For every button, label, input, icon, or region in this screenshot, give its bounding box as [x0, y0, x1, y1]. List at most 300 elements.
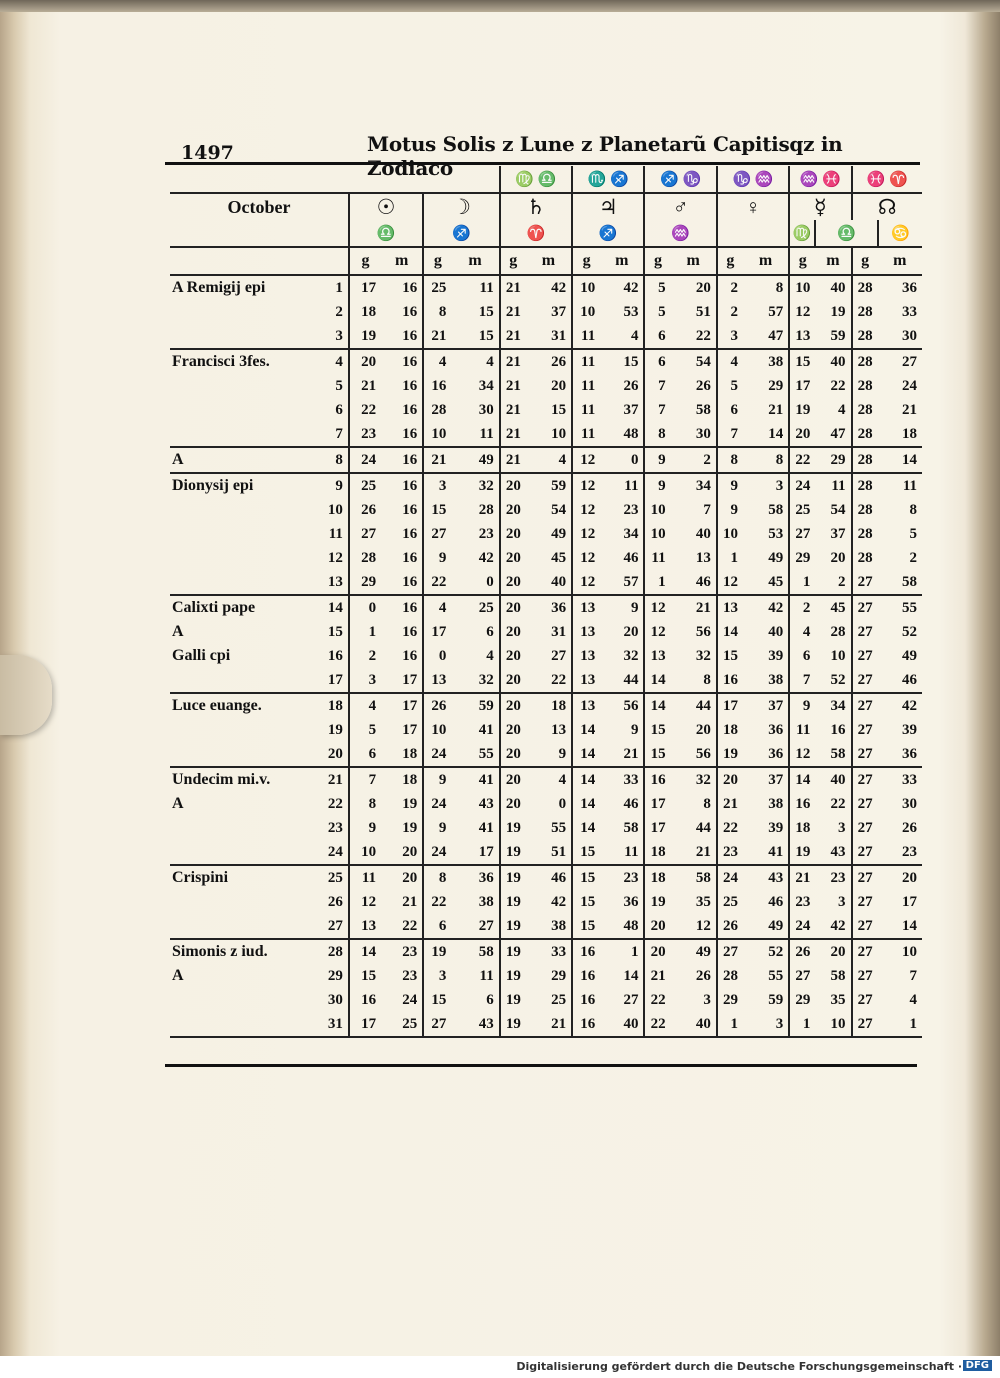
table-cell: 58 [878, 570, 922, 595]
table-cell: 7 [717, 422, 743, 447]
table-cell: 53 [768, 525, 784, 542]
table-cell: 35 [695, 893, 711, 910]
table-cell: 49 [768, 549, 784, 566]
table-cell: 27 [451, 914, 499, 939]
sign-symbol-icon: ♋ [878, 220, 922, 247]
table-cell: 28 [852, 300, 878, 324]
table-cell: 28 [478, 501, 494, 518]
table-cell: 17 [644, 816, 670, 840]
table-cell: 43 [768, 869, 784, 886]
table-row [170, 816, 922, 840]
table-cell: 10 [815, 1012, 851, 1037]
table-cell: 16 [402, 401, 418, 418]
table-cell: 17 [644, 792, 670, 816]
table-cell: 27 [852, 668, 878, 693]
unit-label: m [451, 247, 499, 275]
table-cell: 9 [349, 816, 381, 840]
table-cell: 21 [500, 422, 526, 447]
table-cell: 19 [500, 914, 526, 939]
table-cell: 25 [478, 599, 494, 616]
table-cell: 27 [551, 647, 567, 664]
table-cell: 27 [852, 595, 878, 620]
table-cell: 26 [695, 967, 711, 984]
feast-label: Calixti pape [172, 599, 256, 616]
unit-label: g [717, 247, 743, 275]
table-cell: 24 [349, 447, 381, 473]
table-cell: 19 [500, 939, 526, 964]
table-cell: 20 [623, 623, 639, 640]
table-cell: 21 [500, 447, 526, 473]
table-cell: 12 [789, 742, 815, 767]
table-cell: 27 [423, 522, 451, 546]
table-cell: 44 [695, 697, 711, 714]
table-cell: 57 [600, 570, 644, 595]
table-cell: 14 [572, 816, 600, 840]
table-cell: 39 [768, 647, 784, 664]
table-cell: 23 [717, 840, 743, 865]
table-cell: 46 [623, 795, 639, 812]
feast-label: Galli cpi [172, 647, 231, 664]
day-number: 27 [321, 914, 349, 939]
table-cell: 47 [743, 324, 789, 349]
table-cell: 40 [671, 1012, 717, 1037]
feast-label [170, 300, 321, 324]
table-cell: 9 [630, 721, 639, 738]
table-row [170, 1012, 922, 1037]
table-cell: 3 [838, 893, 846, 910]
table-cell: 58 [815, 742, 851, 767]
table-cell: 11 [789, 718, 815, 742]
table-cell: 41 [478, 771, 494, 788]
table-cell: 32 [623, 647, 639, 664]
feast-label [170, 522, 321, 546]
table-cell: 37 [551, 303, 567, 320]
table-cell: 23 [830, 869, 846, 886]
table-cell: 25 [349, 473, 381, 498]
table-cell: 59 [478, 697, 494, 714]
table-cell: 46 [768, 893, 784, 910]
table-cell: 32 [695, 647, 711, 664]
table-cell: 42 [551, 893, 567, 910]
table-cell: 7 [789, 668, 815, 693]
table-cell: 10 [526, 422, 572, 447]
table-cell: 34 [478, 377, 494, 394]
table-cell: 7 [703, 501, 711, 518]
table-cell: 27 [852, 742, 878, 767]
table-cell: 6 [486, 623, 494, 640]
table-cell: 27 [852, 816, 878, 840]
table-cell: 18 [349, 300, 381, 324]
table-cell: 43 [815, 840, 851, 865]
table-cell: 0 [558, 795, 567, 812]
table-cell: 18 [381, 742, 423, 767]
table-cell: 21 [500, 300, 526, 324]
table-cell: 16 [381, 570, 423, 595]
day-number: 17 [321, 668, 349, 693]
table-cell: 1 [717, 546, 743, 570]
table-cell: 20 [500, 742, 526, 767]
table-cell: 19 [402, 819, 418, 836]
table-cell: 29 [768, 377, 784, 394]
table-cell: 28 [852, 522, 878, 546]
feast-label [170, 840, 321, 865]
table-cell: 58 [768, 501, 784, 518]
table-cell: 7 [644, 398, 670, 422]
table-cell: 48 [600, 422, 644, 447]
sign-symbol-icon: ♍ [789, 220, 815, 247]
day-number: 22 [327, 795, 343, 812]
table-row [170, 988, 922, 1012]
table-cell: 11 [572, 374, 600, 398]
page-year: 1497 [181, 142, 234, 164]
table-cell: 6 [644, 349, 670, 374]
unit-label: g [349, 247, 381, 275]
table-cell: 28 [852, 473, 878, 498]
table-cell: 36 [743, 742, 789, 767]
table-cell: 29 [349, 570, 381, 595]
table-cell: 19 [500, 1012, 526, 1037]
table-cell: 38 [526, 914, 572, 939]
table-cell: 46 [671, 570, 717, 595]
table-cell: 20 [551, 377, 567, 394]
table-cell: 9 [423, 767, 451, 792]
table-cell: 26 [623, 377, 639, 394]
feast-label: A [172, 623, 184, 640]
table-cell: 34 [830, 697, 846, 714]
table-cell: 1 [789, 570, 815, 595]
table-cell: 46 [551, 869, 567, 886]
table-cell: 6 [644, 324, 670, 349]
table-cell: 16 [402, 353, 418, 370]
table-cell: 42 [623, 279, 639, 296]
table-cell: 13 [644, 644, 670, 668]
table-cell: 8 [423, 865, 451, 890]
table-cell: 36 [902, 279, 917, 296]
table-cell: 42 [815, 914, 851, 939]
table-cell: 39 [768, 819, 784, 836]
table-cell: 20 [500, 693, 526, 718]
table-cell: 36 [878, 742, 922, 767]
table-cell: 58 [695, 869, 711, 886]
header-row-signs [170, 220, 922, 247]
table-cell: 54 [695, 353, 711, 370]
day-number: 26 [327, 893, 343, 910]
top-sign-pair: ♏ ♐ [572, 166, 644, 193]
table-cell: 19 [500, 890, 526, 914]
table-row [170, 620, 922, 644]
unit-label: g [423, 247, 451, 275]
day-number: 15 [327, 623, 343, 640]
table-cell: 21 [902, 401, 917, 418]
table-cell: 58 [623, 819, 639, 836]
table-cell: 4 [349, 693, 381, 718]
table-cell: 10 [644, 522, 670, 546]
table-row [170, 374, 922, 398]
day-number: 20 [321, 742, 349, 767]
day-number: 25 [327, 869, 343, 886]
table-cell: 13 [717, 595, 743, 620]
day-number: 29 [327, 967, 343, 984]
table-row [170, 718, 922, 742]
table-cell: 42 [478, 549, 494, 566]
table-cell: 54 [551, 501, 567, 518]
table-cell: 22 [830, 377, 846, 394]
planet-symbol-icon: ♃ [572, 193, 644, 220]
unit-label: g [644, 247, 670, 275]
table-cell: 12 [644, 595, 670, 620]
table-cell: 10 [644, 498, 670, 522]
feast-label [170, 498, 321, 522]
table-cell: 33 [551, 943, 567, 960]
table-cell: 16 [789, 792, 815, 816]
table-cell: 43 [478, 795, 494, 812]
table-cell: 6 [349, 742, 381, 767]
feast-label: A [170, 447, 321, 473]
table-cell: 20 [644, 939, 670, 964]
unit-label: m [381, 247, 423, 275]
table-cell: 21 [789, 865, 815, 890]
table-cell: 18 [644, 840, 670, 865]
table-cell: 15 [717, 644, 743, 668]
table-cell: 15 [789, 349, 815, 374]
table-cell: 20 [500, 792, 526, 816]
book-clasp [0, 655, 52, 735]
day-number: 7 [321, 422, 349, 447]
day-number: 14 [327, 599, 343, 616]
table-cell: 52 [768, 943, 784, 960]
planet-symbol-icon: ♀ [717, 193, 789, 220]
table-cell: 11 [600, 840, 644, 865]
feast-label [170, 890, 321, 914]
table-cell: 19 [500, 840, 526, 865]
feast-label [170, 570, 321, 595]
table-cell: 2 [815, 570, 851, 595]
table-cell: 12 [789, 300, 815, 324]
table-cell: 25 [423, 275, 451, 300]
table-cell: 12 [572, 570, 600, 595]
table-cell: 58 [695, 401, 711, 418]
top-sign-pair: ♒ ♓ [789, 166, 851, 193]
table-cell: 22 [717, 816, 743, 840]
table-cell: 4 [526, 447, 572, 473]
table-cell: 58 [478, 943, 494, 960]
table-cell: 6 [789, 644, 815, 668]
bottom-rule [165, 1064, 917, 1067]
table-row [170, 668, 922, 693]
feast-label: A [172, 795, 184, 812]
table-cell: 15 [572, 865, 600, 890]
page-title: Motus Solis z Lune z Planetarũ Capitisqz in Zodiaco [367, 132, 843, 180]
table-cell: 17 [381, 668, 423, 693]
table-cell: 13 [572, 693, 600, 718]
top-sign-pair: ♑ ♒ [717, 166, 789, 193]
table-cell: 14 [572, 792, 600, 816]
table-cell: 20 [695, 279, 711, 296]
dfg-logo: DFG [963, 1360, 992, 1371]
table-cell: 17 [402, 697, 418, 714]
table-cell: 23 [623, 501, 639, 518]
table-cell: 46 [623, 549, 639, 566]
table-cell: 3 [423, 964, 451, 988]
table-cell: 16 [402, 599, 418, 616]
unit-label: m [600, 247, 644, 275]
ephemeris-page [165, 122, 925, 1082]
table-cell: 15 [551, 401, 567, 418]
feast-label: A Remigij epi [172, 279, 266, 296]
table-row [170, 595, 922, 620]
planet-symbol-icon: ☿ [789, 193, 851, 220]
table-cell: 23 [789, 890, 815, 914]
table-cell: 0 [600, 447, 644, 473]
table-cell: 8 [717, 447, 743, 473]
table-cell: 9 [423, 816, 451, 840]
table-cell: 19 [500, 964, 526, 988]
table-cell: 16 [572, 1012, 600, 1037]
table-cell: 20 [500, 595, 526, 620]
table-cell: 17 [717, 693, 743, 718]
table-cell: 14 [878, 914, 922, 939]
table-cell: 11 [902, 477, 917, 494]
table-cell: 8 [671, 668, 717, 693]
table-cell: 22 [671, 324, 717, 349]
table-cell: 4 [558, 771, 567, 788]
table-cell: 10 [572, 275, 600, 300]
table-cell: 19 [349, 324, 381, 349]
table-cell: 19 [500, 865, 526, 890]
sign-symbol-icon: ♐ [572, 220, 644, 247]
table-cell: 7 [349, 767, 381, 792]
table-cell: 14 [572, 742, 600, 767]
feast-label [170, 546, 321, 570]
table-cell: 15 [423, 988, 451, 1012]
top-sign-pair: ♓ ♈ [852, 166, 922, 193]
day-number: 5 [335, 377, 343, 394]
table-cell: 21 [717, 792, 743, 816]
table-cell: 6 [423, 914, 451, 939]
table-cell: 15 [623, 353, 639, 370]
table-cell: 12 [572, 498, 600, 522]
table-cell: 15 [451, 324, 499, 349]
table-cell: 16 [349, 988, 381, 1012]
table-cell: 41 [743, 840, 789, 865]
table-cell: 3 [703, 991, 711, 1008]
table-cell: 30 [878, 324, 922, 349]
table-cell: 11 [572, 324, 600, 349]
table-cell: 21 [402, 893, 418, 910]
table-cell: 28 [852, 324, 878, 349]
table-cell: 46 [878, 668, 922, 693]
table-cell: 8 [349, 792, 381, 816]
table-cell: 22 [423, 890, 451, 914]
table-cell: 13 [551, 721, 567, 738]
table-cell: 28 [852, 422, 878, 447]
table-cell: 24 [423, 840, 451, 865]
table-row [170, 767, 922, 792]
table-cell: 8 [909, 501, 917, 518]
table-cell: 16 [402, 501, 418, 518]
table-cell: 11 [349, 865, 381, 890]
table-cell: 51 [695, 303, 711, 320]
table-cell: 16 [402, 477, 418, 494]
table-cell: 19 [402, 795, 418, 812]
table-cell: 28 [852, 374, 878, 398]
table-cell: 27 [852, 644, 878, 668]
day-number: 2 [335, 303, 343, 320]
table-cell: 21 [500, 398, 526, 422]
table-cell: 19 [830, 303, 846, 320]
table-cell: 29 [789, 988, 815, 1012]
sign-symbol-icon: ♎ [349, 220, 423, 247]
feast-label [170, 742, 321, 767]
table-cell: 24 [717, 865, 743, 890]
table-cell: 2 [717, 275, 743, 300]
table-cell: 17 [902, 893, 917, 910]
table-cell: 12 [572, 546, 600, 570]
table-cell: 28 [423, 398, 451, 422]
table-cell: 15 [572, 840, 600, 865]
table-cell: 52 [815, 668, 851, 693]
table-cell: 13 [572, 620, 600, 644]
table-cell: 16 [381, 447, 423, 473]
table-cell: 13 [572, 668, 600, 693]
table-cell: 23 [623, 869, 639, 886]
table-cell: 16 [402, 549, 418, 566]
table-cell: 18 [789, 816, 815, 840]
table-row [170, 693, 922, 718]
table-cell: 22 [526, 668, 572, 693]
table-cell: 20 [695, 721, 711, 738]
table-cell: 10 [572, 300, 600, 324]
table-cell: 11 [572, 398, 600, 422]
table-cell: 27 [852, 570, 878, 595]
table-cell: 21 [768, 401, 784, 418]
table-cell: 27 [852, 792, 878, 816]
table-cell: 27 [789, 964, 815, 988]
table-cell: 55 [768, 967, 784, 984]
table-cell: 21 [671, 840, 717, 865]
table-cell: 20 [381, 840, 423, 865]
table-cell: 24 [423, 792, 451, 816]
table-cell: 47 [815, 422, 851, 447]
table-cell: 14 [789, 767, 815, 792]
day-number: 10 [327, 501, 343, 518]
table-cell: 21 [500, 324, 526, 349]
month-label: October [227, 196, 291, 217]
day-number: 12 [327, 549, 343, 566]
day-number: 3 [321, 324, 349, 349]
planet-symbol-icon: ♂ [644, 193, 716, 220]
feast-label [170, 1012, 321, 1037]
table-cell: 14 [349, 939, 381, 964]
table-cell: 8 [743, 447, 789, 473]
table-cell: 17 [423, 620, 451, 644]
table-cell: 16 [402, 377, 418, 394]
page-header [165, 122, 920, 180]
table-cell: 2 [671, 447, 717, 473]
table-cell: 45 [743, 570, 789, 595]
table-cell: 23 [402, 943, 418, 960]
sign-symbol-icon: ♎ [815, 220, 877, 247]
table-cell: 33 [902, 771, 917, 788]
table-cell: 12 [572, 522, 600, 546]
table-row [170, 473, 922, 498]
table-cell: 16 [381, 422, 423, 447]
table-cell: 10 [789, 275, 815, 300]
table-cell: 12 [671, 914, 717, 939]
footer-bar [0, 1356, 1000, 1378]
table-cell: 21 [500, 374, 526, 398]
table-cell: 4 [909, 991, 917, 1008]
